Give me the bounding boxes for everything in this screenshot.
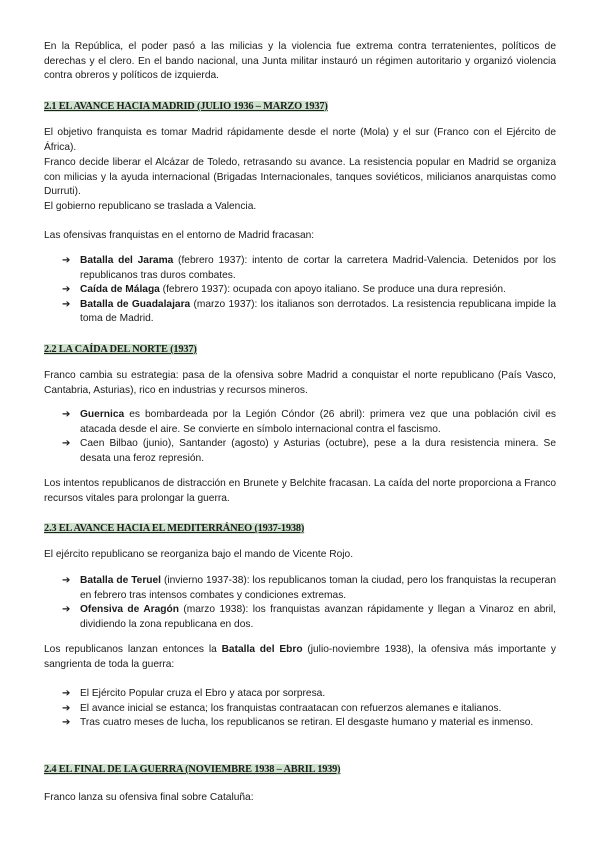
s21-paragraph-3: El gobierno republicano se traslada a Valencia. xyxy=(44,201,257,212)
list-item: ➔ Tras cuatro meses de lucha, los republicanos se retiran. El desgaste humano y material es inmenso. xyxy=(80,716,556,731)
s23-ebro-list xyxy=(62,687,556,731)
list-item: ➔ Caen Bilbao (junio), Santander (agosto) y Asturias (octubre), pese a la dura resistencia minera. Se desata una feroz represión. xyxy=(62,438,556,464)
s22-paragraph-1: Franco cambia su estrategia: pasa de la ofensiva sobre Madrid a conquistar el norte republicano (País Vasco, Cantabria, Asturias), rico en industrias y recursos mineros. xyxy=(44,370,556,396)
arrow-icon: ➔ xyxy=(62,688,71,699)
list-item: ➔ Caída de Málaga (febrero 1937): ocupada con apoyo italiano. Se produce una dura represión. xyxy=(80,283,556,298)
s21-bullet-list xyxy=(62,254,556,327)
s23-paragraph-1: El ejército republicano se reorganiza bajo el mando de Vicente Rojo. xyxy=(44,549,354,560)
list-item: ➔ Guernica es bombardeada por la Legión Cóndor (26 abril): primera vez que una población civil es atacada desde el aire. Se convierte en símbolo internacional contra el fascismo. xyxy=(62,409,556,435)
list-item: ➔ Batalla de Guadalajara (marzo 1937): los italianos son derrotados. La resistencia republicana impide la toma de Madrid. xyxy=(62,298,556,325)
arrow-icon: ➔ xyxy=(62,298,71,310)
intro-paragraph: En la República, el poder pasó a las milicias y la violencia fue extrema contra terratenientes, políticos de derechas y el clero. En el bando nacional, una Junta militar instauró un régimen autoritario y organizó violencia contra obreros y políticos de izquierda. xyxy=(44,41,556,82)
s21-paragraph-4: Las ofensivas franquistas en el entorno de Madrid fracasan: xyxy=(44,230,315,241)
list-item: ➔ El avance inicial se estanca; los franquistas contraatacan con refuerzos alemanes e italianos. xyxy=(80,702,556,717)
list-item: ➔ Batalla del Jarama (febrero 1937): intento de cortar la carretera Madrid-Valencia. Detenidos por los republicanos tras duros combates. xyxy=(62,255,556,281)
s23-paragraph-2: Los republicanos lanzan entonces la Batalla del Ebro (julio-noviembre 1938), la ofensiva más importante y sangrienta de toda la guerra: xyxy=(44,644,556,670)
arrow-icon: ➔ xyxy=(62,575,71,586)
arrow-icon: ➔ xyxy=(62,604,71,616)
arrow-icon: ➔ xyxy=(62,255,71,266)
s23-bullet-list xyxy=(62,574,556,632)
list-item: ➔ El Ejército Popular cruza el Ebro y ataca por sorpresa. xyxy=(80,687,556,702)
arrow-icon: ➔ xyxy=(62,409,71,420)
s22-bullet-list xyxy=(62,408,556,466)
section-heading-2-1: 2.1 EL AVANCE HACIA MADRID (JULIO 1936 – MARZO 1937) xyxy=(44,101,328,112)
s21-paragraph-1: El objetivo franquista es tomar Madrid rápidamente desde el norte (Mola) y el sur (Franco con el Ejército de África). xyxy=(44,127,556,153)
arrow-icon: ➔ xyxy=(62,702,71,714)
section-heading-2-2: 2.2 LA CAÍDA DEL NORTE (1937) xyxy=(44,344,197,355)
list-item: ➔ Batalla de Teruel (invierno 1937-38): los republicanos toman la ciudad, pero los franquistas la recuperan en febrero tras intensos combates y condiciones extremas. xyxy=(62,575,556,601)
arrow-icon: ➔ xyxy=(62,717,71,729)
s21-paragraph-2: Franco decide liberar el Alcázar de Toledo, retrasando su avance. La resistencia popular en Madrid se organiza con milicias y la ayuda internacional (Brigadas Internacionales, tanques soviéticos, milicianos anarquistas como Durruti). xyxy=(44,157,556,198)
list-item: ➔ Ofensiva de Aragón (marzo 1938): los franquistas avanzan rápidamente y llegan a Vinaroz en abril, dividiendo la zona republicana en dos. xyxy=(62,604,556,630)
section-heading-2-3: 2.3 EL AVANCE HACIA EL MEDITERRÁNEO (1937-1938) xyxy=(44,523,305,534)
s24-paragraph-1: Franco lanza su ofensiva final sobre Cataluña: xyxy=(44,792,254,803)
s22-paragraph-2: Los intentos republicanos de distracción en Brunete y Belchite fracasan. La caída del norte proporciona a Franco recursos vitales para prolongar la guerra. xyxy=(44,478,556,504)
section-heading-2-4: 2.4 EL FINAL DE LA GUERRA (NOVIEMBRE 1938 – ABRIL 1939) xyxy=(44,764,341,775)
arrow-icon: ➔ xyxy=(62,438,71,450)
arrow-icon: ➔ xyxy=(62,284,71,296)
